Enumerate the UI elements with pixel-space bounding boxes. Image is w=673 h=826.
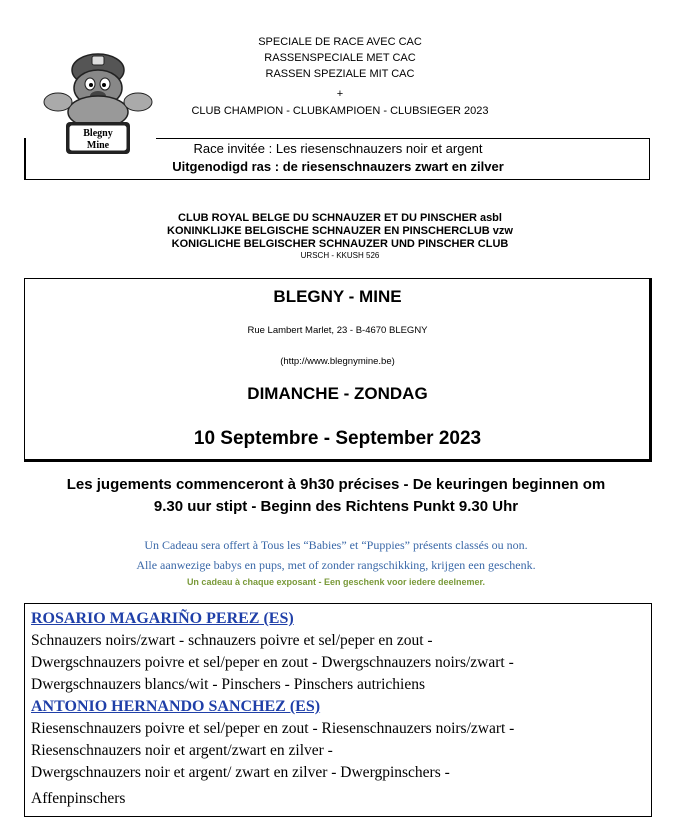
- gift-line-fr: Un Cadeau sera offert à Tous les “Babies” et “Puppies” présents classés ou non.: [144, 538, 528, 552]
- venue-address: Rue Lambert Marlet, 23 - B-4670 BLEGNY: [247, 325, 428, 336]
- invited-race-box: [24, 138, 650, 180]
- judge-1-breeds-line-3: Dwergschnauzers blancs/wit - Pinschers - Pinschers autrichiens: [31, 676, 426, 693]
- logo-text-2: Mine: [86, 140, 110, 151]
- invited-race-nl: Uitgenodigd ras : de riesenschnauzers zwart en zilver: [172, 159, 504, 174]
- invited-race-fr: Race invitée : Les riesenschnauzers noir et argent: [193, 141, 483, 156]
- header-line-3: RASSEN SPEZIALE MIT CAC: [265, 68, 415, 80]
- judgements-line-1: Les jugements commenceront à 9h30 précises - De keuringen beginnen om: [66, 476, 606, 493]
- judge-2-breeds-line-1: Riesenschnauzers poivre et sel/peper en zout - Riesenschnauzers noirs/zwart -: [31, 720, 515, 737]
- venue-website[interactable]: (http://www.blegnymine.be): [280, 356, 395, 367]
- gift-line-nl: Alle aanwezige babys en pups, met of zonder rangschikking, krijgen een geschenk.: [136, 558, 536, 572]
- judge-1-breeds-line-1: Schnauzers noirs/zwart - schnauzers poivre et sel/peper en zout -: [31, 632, 433, 649]
- club-line-3: KONIGLICHE BELGISCHER SCHNAUZER UND PINSCHER CLUB: [171, 238, 509, 250]
- judge-2-breeds-line-2: Riesenschnauzers noir et argent/zwart en zilver -: [31, 742, 333, 759]
- venue-day: DIMANCHE - ZONDAG: [247, 384, 428, 403]
- logo-text-1: Blegny: [83, 128, 113, 139]
- judge-2-breeds-line-4: Affenpinschers: [31, 790, 126, 807]
- club-line-1: CLUB ROYAL BELGE DU SCHNAUZER ET DU PINSCHER asbl: [178, 212, 502, 224]
- venue-box: [24, 278, 652, 462]
- judge-name-2: ANTONIO HERNANDO SANCHEZ (ES): [31, 698, 321, 715]
- venue-date: 10 Septembre - September 2023: [193, 428, 482, 449]
- header-line-4: CLUB CHAMPION - CLUBKAMPIOEN - CLUBSIEGER 2023: [191, 105, 489, 117]
- judge-2-breeds-line-3: Dwergschnauzers noir et argent/ zwart en zilver - Dwergpinschers -: [31, 764, 450, 781]
- header-plus: +: [336, 88, 344, 100]
- gift-line-small: Un cadeau à chaque exposant - Een geschenk voor iedere deelnemer.: [186, 577, 486, 587]
- club-line-2: KONINKLIJKE BELGISCHE SCHNAUZER EN PINSCHERCLUB vzw: [167, 225, 513, 237]
- judge-1-breeds-line-2: Dwergschnauzers poivre et sel/peper en zout - Dwergschnauzers noirs/zwart -: [31, 654, 514, 671]
- judgements-line-2: 9.30 uur stipt - Beginn des Richtens Punkt 9.30 Uhr: [153, 498, 519, 515]
- header-line-2: RASSENSPECIALE MET CAC: [264, 52, 416, 64]
- club-line-4: URSCH - KKUSH 526: [300, 251, 380, 260]
- venue-name: BLEGNY - MINE: [273, 287, 402, 306]
- judge-name-1: ROSARIO MAGARIÑO PEREZ (ES): [31, 610, 294, 627]
- header-line-1: SPECIALE DE RACE AVEC CAC: [258, 36, 422, 48]
- judges-box: [24, 603, 652, 817]
